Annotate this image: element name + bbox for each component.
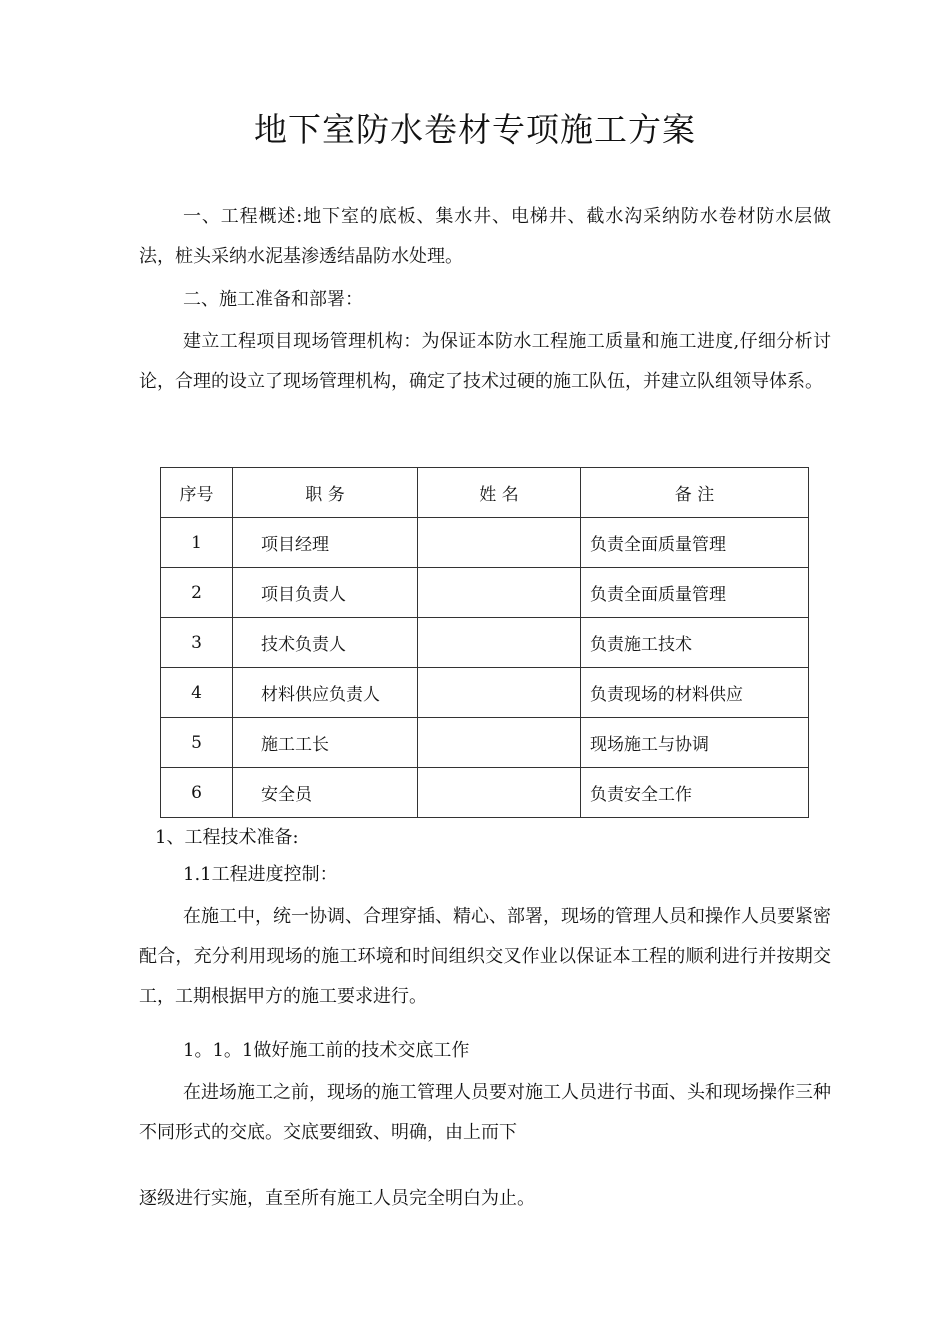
header-note: 备 注	[581, 468, 809, 518]
row-note: 负责全面质量管理	[581, 568, 809, 618]
schedule-paragraph: 在施工中，统一协调、合理穿插、精心、部署，现场的管理人员和操作人员要紧密配合，充分利用现场的施工环境和时间组织交叉作业以保证本工程的顺利进行并按期交工，工期根据甲方的施工要求进行。	[139, 906, 831, 1007]
row-name	[418, 668, 581, 718]
briefing-paragraph: 在进场施工之前，现场的施工管理人员要对施工人员进行书面、头和现场操作三种不同形式的交底。交底要细致、明确，由上而下	[139, 1082, 831, 1143]
row-role: 安全员	[233, 768, 418, 818]
row-name	[418, 718, 581, 768]
table-row	[161, 518, 809, 568]
row-note: 现场施工与协调	[581, 718, 809, 768]
table-row	[161, 718, 809, 768]
row-seq: 3	[161, 618, 233, 668]
staff-table-header-row	[161, 468, 809, 518]
table-row	[161, 618, 809, 668]
header-name: 姓 名	[418, 468, 581, 518]
row-role: 材料供应负责人	[233, 668, 418, 718]
overview-paragraph: 一、工程概述:地下室的底板、集水井、电梯井、截水沟采纳防水卷材防水层做法，桩头采纳水泥基渗透结晶防水处理。	[139, 206, 831, 267]
row-name	[418, 518, 581, 568]
header-seq: 序号	[161, 468, 233, 518]
document-title: 地下室防水卷材专项施工方案	[254, 110, 696, 149]
row-note: 负责施工技术	[581, 618, 809, 668]
briefing-heading: 1。1。1做好施工前的技术交底工作	[183, 1040, 470, 1061]
row-note: 负责安全工作	[581, 768, 809, 818]
row-note: 负责全面质量管理	[581, 518, 809, 568]
row-role: 项目经理	[233, 518, 418, 568]
row-role: 施工工长	[233, 718, 418, 768]
row-seq: 5	[161, 718, 233, 768]
row-role: 项目负责人	[233, 568, 418, 618]
tech-prep-heading: 1、工程技术准备:	[155, 827, 299, 848]
row-seq: 1	[161, 518, 233, 568]
row-name	[418, 618, 581, 668]
briefing-final-line: 逐级进行实施，直至所有施工人员完全明白为止。	[139, 1188, 535, 1209]
row-seq: 6	[161, 768, 233, 818]
row-name	[418, 568, 581, 618]
table-row	[161, 768, 809, 818]
row-seq: 4	[161, 668, 233, 718]
header-role: 职 务	[233, 468, 418, 518]
row-note: 负责现场的材料供应	[581, 668, 809, 718]
row-name	[418, 768, 581, 818]
row-seq: 2	[161, 568, 233, 618]
staff-table	[160, 467, 809, 818]
prep-heading: 二、施工准备和部署：	[183, 289, 363, 310]
schedule-control-heading: 1.1工程进度控制：	[183, 864, 338, 885]
organization-paragraph: 建立工程项目现场管理机构：为保证本防水工程施工质量和施工进度,仔细分析讨论，合理的设立了现场管理机构，确定了技术过硬的施工队伍，并建立队组领导体系。	[139, 331, 831, 392]
table-row	[161, 668, 809, 718]
row-role: 技术负责人	[233, 618, 418, 668]
table-row	[161, 568, 809, 618]
